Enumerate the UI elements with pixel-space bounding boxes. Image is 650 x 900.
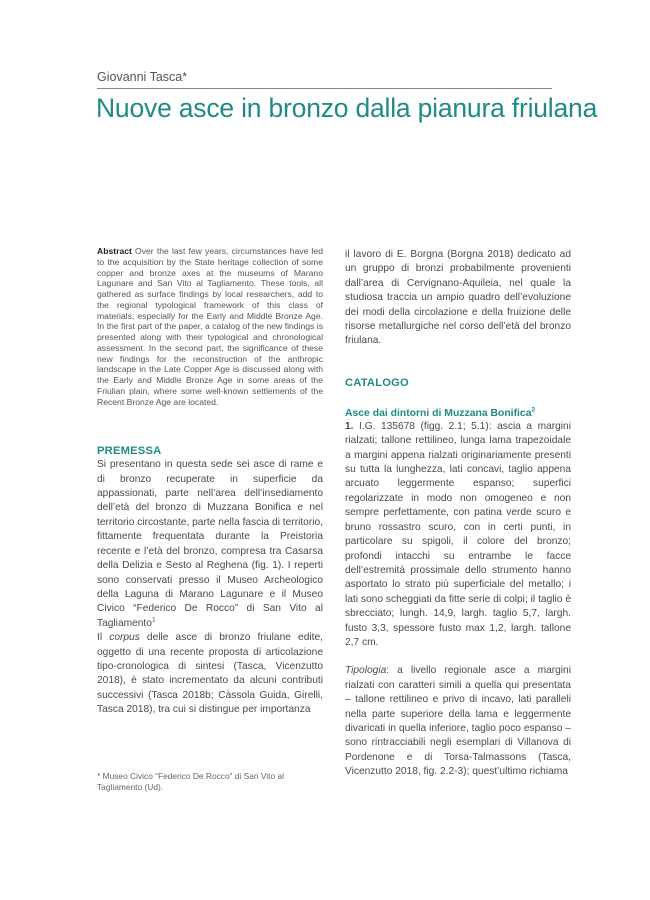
catalog-item-text: I.G. 135678 (figg. 2.1; 5.1): ascia a margini rialzati; tallone rettilineo, lunga lama trapezoidale a margini appena rialzati originariamente presenti su tutta la lunghezza, lati concavi, taglio appena arcuato leggermente espanso; superfici regolarizzate in modo non omogeneo e non sempre perfettamente, con patina verde scuro e bruno rossastro scuro, con in certi punti, in particolare su spigoli, il colore del bronzo; profondi intacchi su entrambe le facce dell’estremità prossimale dello strumento hanno asportato lo strato più superficiale del metallo; i lati sono scheggiati da fitte serie di colpi; il taglio è sbrecciato; lungh. 14,9, largh. taglio 5,7, largh. fusto 3,3, spessore fusto max 1,2, largh. tallone 2,7 cm. bbox=[345, 420, 571, 648]
catalogo-heading: CATALOGO bbox=[345, 376, 409, 389]
premessa-p2-pre: Il bbox=[97, 632, 110, 644]
tipologia-text: : a livello regionale asce a margini rialzati con caratteri simili a quella qui presentata – tallone rettilineo e privo di incavo, lati paralleli nella parte superiore della lama e leggermente divaricati in quella inferiore, taglio poco espanso – sono rintracciabili negli esemplari di Villanova di Pordenone e di Torsa-Talmassons (Tasca, Vicenzutto 2018, fig. 2.2-3); quest’ultimo richiama bbox=[345, 665, 571, 778]
right-paragraph-continued: il lavoro di E. Borgna (Borgna 2018) dedicato ad un gruppo di bronzi probabilmente provenienti dall’area di Cervignano-Aquileia, nel quale la studiosa traccia un ampio quadro dell’evoluzione dei modi della circolazione e della fruizione delle risorse metallurgiche nel corso dell’età del bronzo friulana. bbox=[345, 249, 571, 347]
author-name: Giovanni Tasca* bbox=[97, 70, 188, 84]
catalog-item-number: 1. bbox=[345, 420, 354, 432]
catalog-subheading-text: Asce dai dintorni di Muzzana Bonifica bbox=[345, 407, 532, 419]
right-column bbox=[345, 248, 571, 780]
footnote: * Museo Civico “Federico De Rocco” di San Vito al Tagliamento (Ud). bbox=[97, 771, 284, 792]
premessa-p2-italic: corpus bbox=[109, 632, 140, 644]
catalog-subheading bbox=[345, 408, 571, 419]
premessa-heading: PREMESSA bbox=[97, 445, 162, 458]
left-column bbox=[97, 246, 323, 718]
abstract bbox=[97, 246, 323, 407]
page-title: Nuove asce in bronzo dalla pianura friulana bbox=[96, 93, 598, 123]
premessa-paragraph-2 bbox=[97, 631, 323, 717]
footnote-ref-1: 1 bbox=[151, 616, 156, 624]
tipologia-label: Tipologia bbox=[345, 665, 387, 677]
premessa-p2-post: delle asce di bronzo friulane edite, oggetto di una recente proposta di articolazione tipo-cronologica di sintesi (Tasca, Vicenzutto 2018), è stato incrementato da alcuni contributi successivi (Tasca 2018b; Càssola Guida, Girelli, Tasca 2018), tra cui si distingue per importanza bbox=[97, 632, 323, 716]
header-rule bbox=[97, 88, 552, 89]
footnote-ref-2: 2 bbox=[531, 406, 536, 414]
catalog-item-1 bbox=[345, 420, 571, 651]
abstract-label: Abstract bbox=[97, 246, 132, 256]
abstract-text: Over the last few years, circumstances have led to the acquisition by the State heritage collection of some copper and bronze axes at the museums of Marano Lagunare and San Vito al Tagliamento. These tools, all gathered as surface findings by local researchers, add to the regional typological framework of this class of materials, especially for the Early and Middle Bronze Age. In the first part of the paper, a catalog of the new findings is presented along with their typological and chronological assessment. In the second part, the significance of these new findings for the reconstruction of the anthropic landscape in the Late Copper Age is discussed along with the Early and Middle Bronze Age in some areas of the Friulian plain, where some well-known settlements of the Recent Bronze Age are located. bbox=[97, 246, 323, 407]
premessa-paragraph-1 bbox=[97, 458, 323, 631]
premessa-p1-text: Si presentano in questa sede sei asce di rame e di bronzo recuperate in superficie da appassionati, parte nell’area dell’insediamento dell’età del bronzo di Muzzana Bonifica e nel territorio circostante, parte nella fascia di territorio, fittamente frequentata durante la Preistoria recente e l’età del bronzo, compresa tra Casarsa della Delizia e Sesto al Reghena (fig. 1). I reperti sono conservati presso il Museo Archeologico della Laguna di Marano Lagunare e il Museo Civico “Federico De Rocco” di San Vito al Tagliamento bbox=[97, 459, 323, 629]
tipologia-paragraph bbox=[345, 664, 571, 779]
